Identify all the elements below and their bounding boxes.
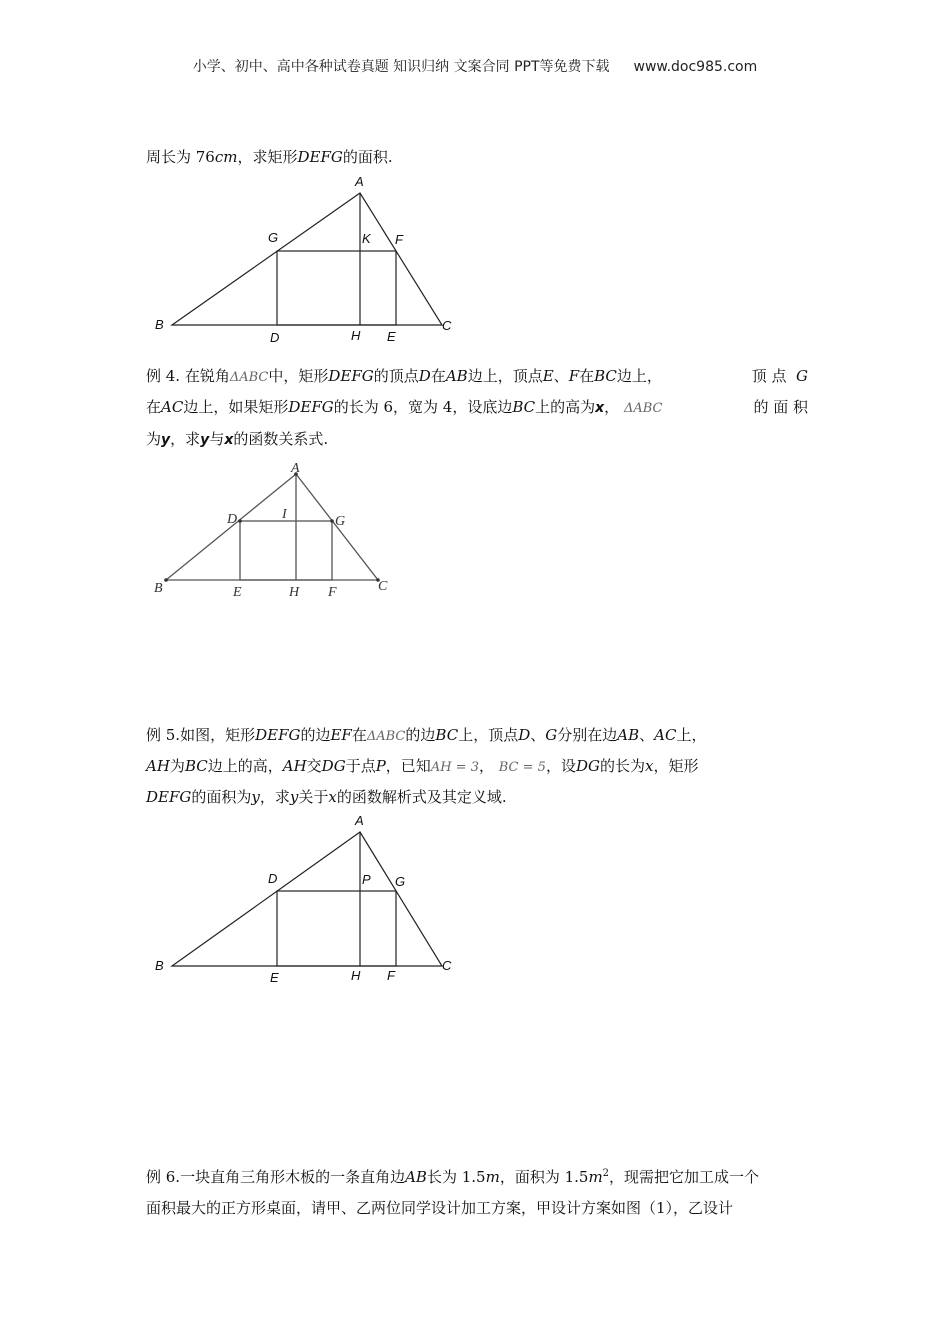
fig3-label-f: F	[387, 968, 395, 983]
fig1-label-e: E	[387, 329, 396, 344]
fig3-label-d: D	[268, 871, 278, 886]
fig3-label-h: H	[351, 968, 361, 983]
fig2-label-b: B	[154, 581, 163, 596]
header-text: 小学、初中、高中各种试卷真题 知识归纳 文案合同 PPT等免费下载	[192, 59, 610, 75]
fig1-label-g: G	[268, 230, 279, 245]
fig2-triangle-abc	[166, 474, 378, 580]
fig2-label-a: A	[291, 461, 300, 476]
fig3-label-a: A	[355, 813, 364, 828]
fig1-triangle-abc	[172, 193, 442, 325]
figure-3	[172, 832, 442, 966]
ex4-line-2: 在AC边上，如果矩形DEFG的长为 6，宽为 4，设底边BC上的高为x， ΔABC 的 面 积	[146, 398, 808, 416]
ex4-line-3: 为y，求y与x的函数关系式.	[146, 430, 329, 448]
fig2-label-f: F	[328, 585, 337, 600]
fig1-label-k: K	[362, 231, 371, 246]
fig3-label-b: B	[155, 958, 164, 973]
fig2-rectangle-defg	[240, 521, 332, 580]
ex3-tail-line: 周长为 76cm，求矩形DEFG的面积.	[146, 148, 393, 166]
ex5-line-1: 例 5.如图，矩形DEFG的边EF在ΔABC的边BC上，顶点D、G分别在边AB、AC上，	[146, 726, 707, 744]
ex5-line-2: AH为BC边上的高，AH交DG于点P，已知AH = 3， BC = 5，设DG的长为x，矩形	[146, 757, 699, 775]
fig2-label-i: I	[282, 507, 287, 522]
fig3-label-c: C	[442, 958, 452, 973]
fig1-label-a: A	[355, 174, 364, 189]
fig2-label-g: G	[335, 514, 346, 529]
fig1-label-f: F	[395, 232, 403, 247]
fig1-label-d: D	[270, 330, 280, 345]
fig1-label-b: B	[155, 317, 164, 332]
fig3-label-p: P	[362, 872, 371, 887]
ex6-line-2: 面积最大的正方形桌面，请甲、乙两位同学设计加工方案，甲设计方案如图（1），乙设计	[146, 1199, 734, 1217]
fig3-label-e: E	[270, 970, 279, 985]
ex6-line-1: 例 6.一块直角三角形木板的一条直角边AB长为 1.5m，面积为 $1.5m^2$，现需把它加工成一个	[146, 1168, 760, 1186]
fig2-label-c: C	[378, 579, 388, 594]
fig1-label-c: C	[442, 318, 452, 333]
ex4-line-1: 例 4. 在锐角ΔABC中，矩形DEFG的顶点D在AB边上，顶点E、F在BC边上， 顶 点 G	[146, 367, 808, 385]
fig2-label-h: H	[289, 585, 300, 600]
figure-2	[166, 474, 378, 580]
fig2-label-d: D	[227, 512, 238, 527]
header-url[interactable]: www.doc985.com	[633, 59, 758, 75]
fig2-label-e: E	[233, 585, 242, 600]
fig3-rectangle-defg	[277, 891, 396, 966]
fig3-triangle-abc	[172, 832, 442, 966]
fig1-label-h: H	[351, 328, 361, 343]
fig1-rectangle-defg	[277, 251, 396, 325]
ex5-line-3: DEFG的面积为y，求y关于x的函数解析式及其定义域.	[146, 788, 507, 806]
fig3-label-g: G	[395, 874, 406, 889]
